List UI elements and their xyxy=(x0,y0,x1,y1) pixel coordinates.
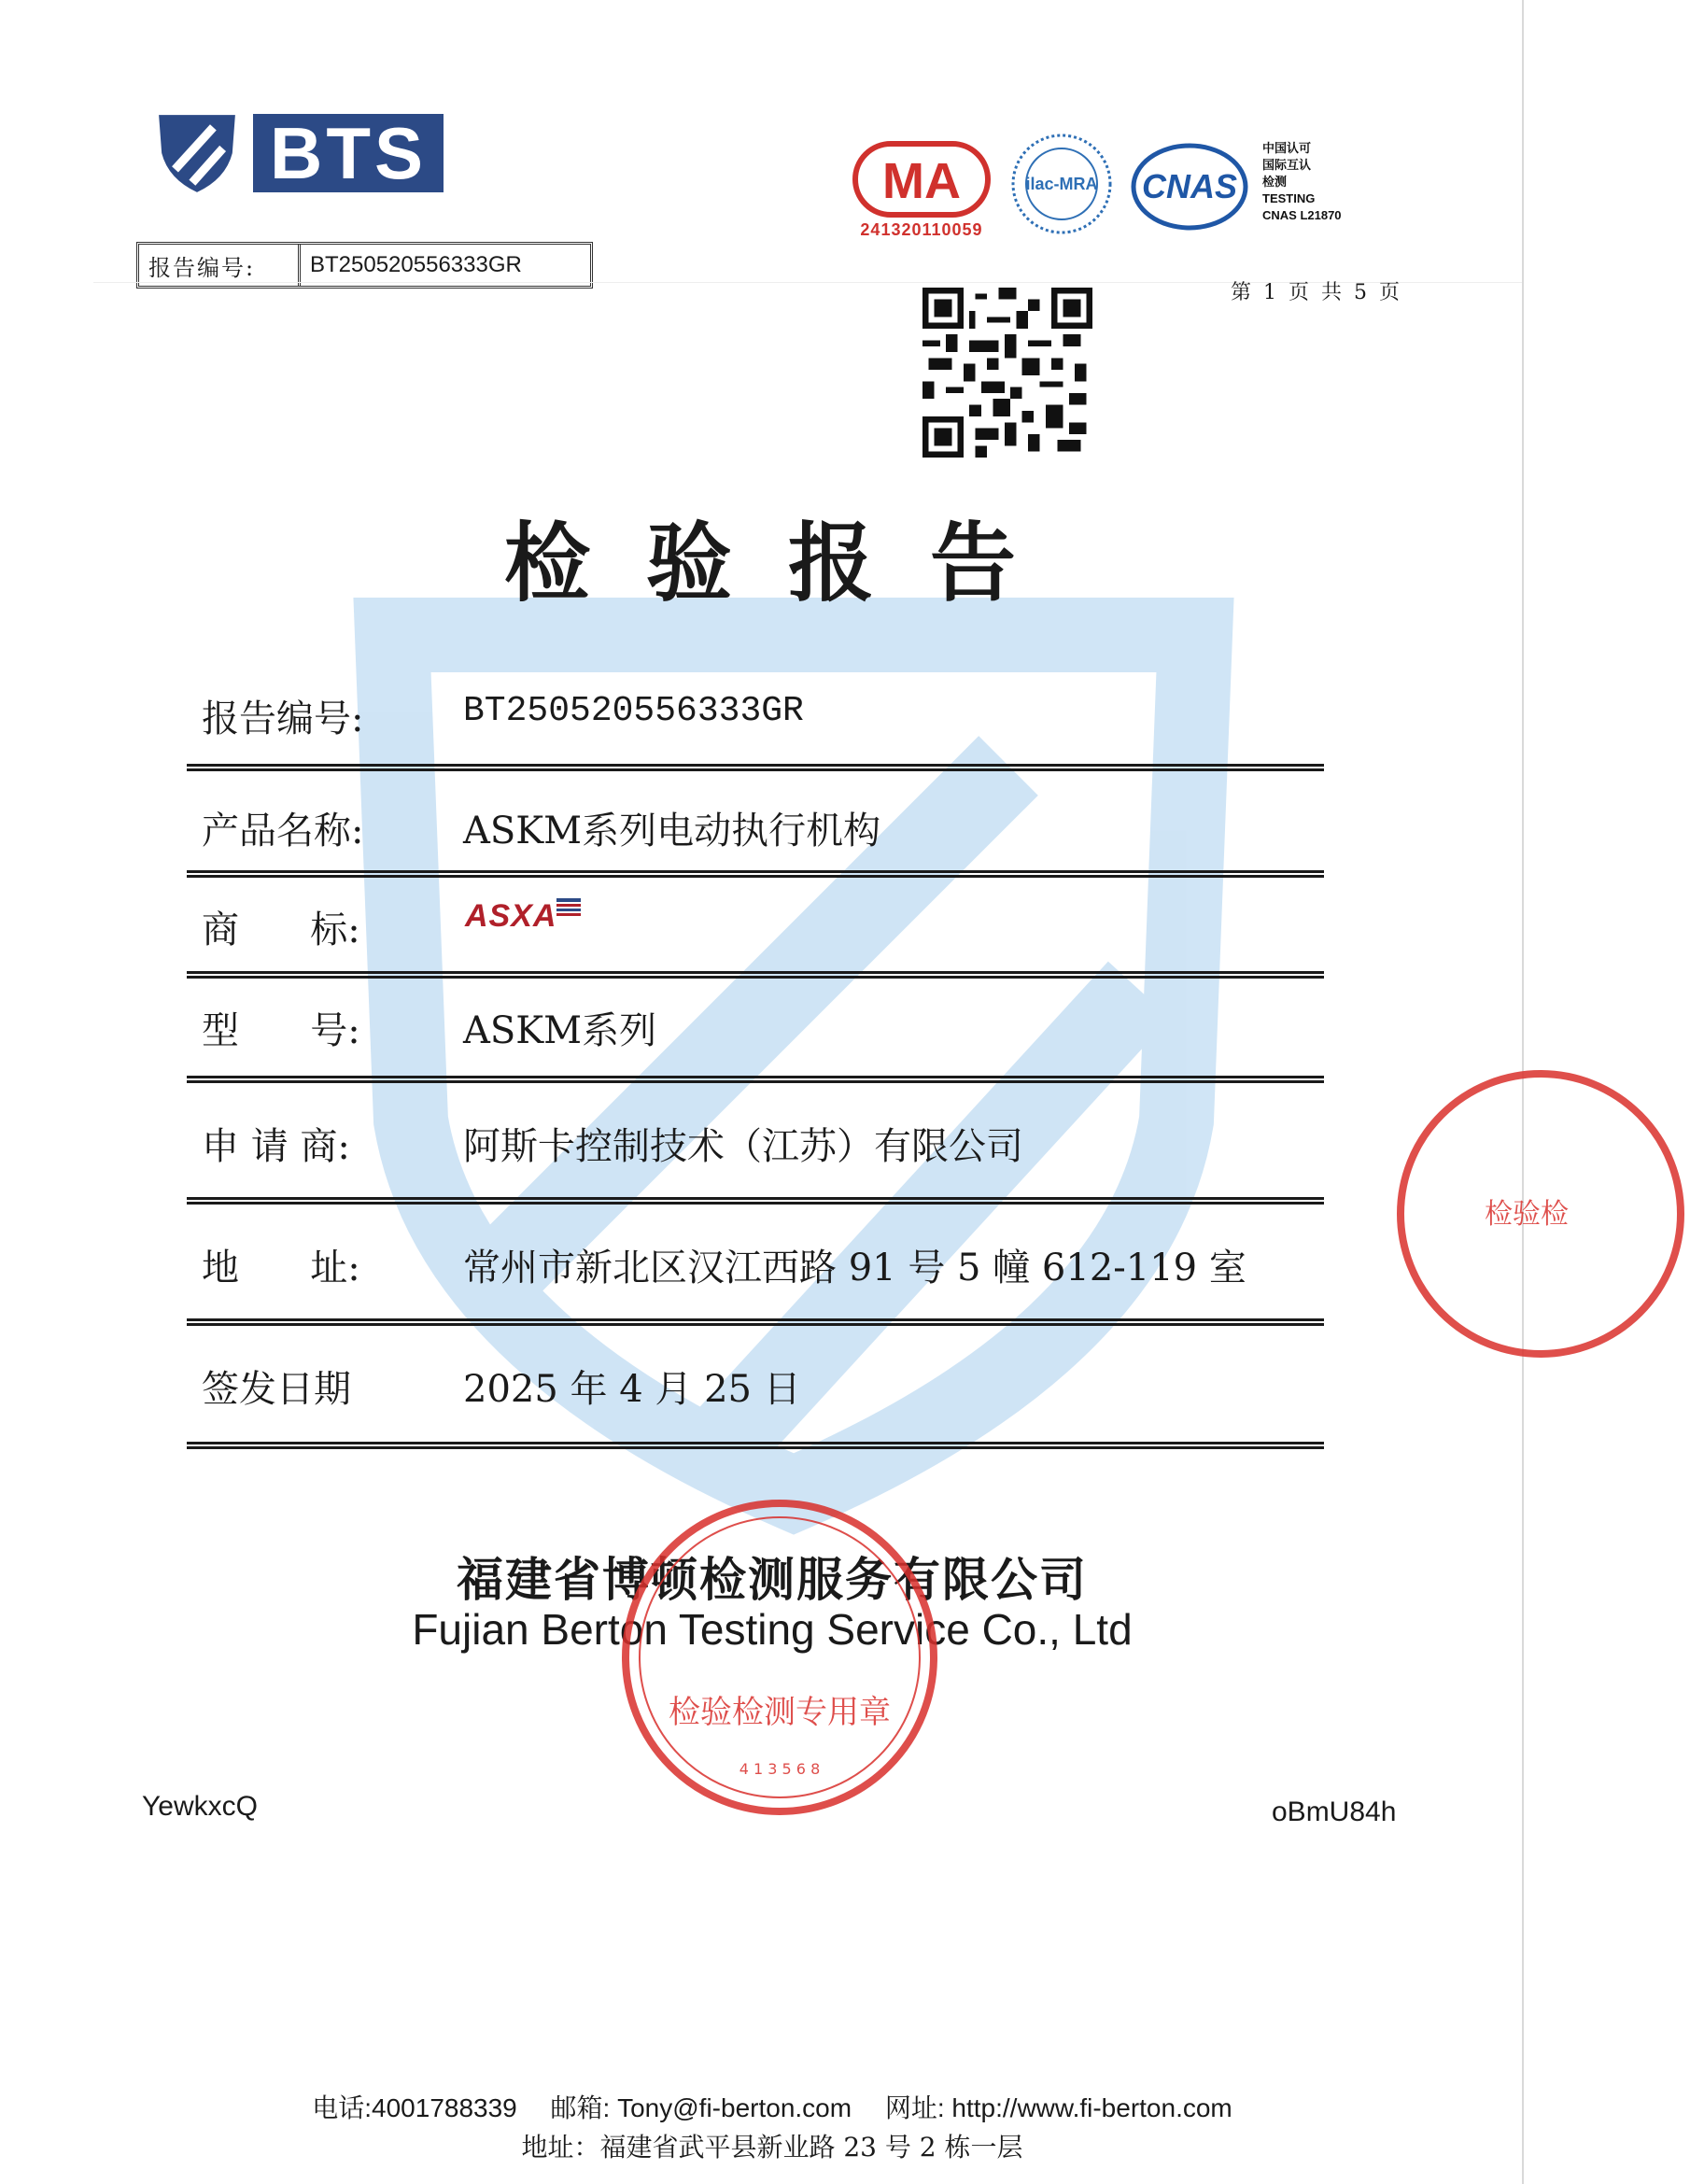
cma-code: 241320110059 xyxy=(860,220,983,239)
svg-text:检验检测专用章: 检验检测专用章 xyxy=(669,1694,891,1731)
ilac-mra-icon xyxy=(1008,131,1116,238)
cnas-line: 国际互认 xyxy=(1262,158,1312,172)
verification-code-right: oBmU84h xyxy=(1272,1797,1397,1827)
company-name-en: Fujian Berton Testing Service Co., Ltd xyxy=(412,1605,1133,1654)
cnas-line: TESTING xyxy=(1262,191,1316,205)
cnas-line: 检测 xyxy=(1262,175,1288,189)
header-report-value: BT250520556333GR xyxy=(310,252,522,277)
cma-mark-icon xyxy=(852,140,992,218)
footer-website[interactable]: 网址: http://www.fi-berton.com xyxy=(884,2093,1232,2122)
qr-code-icon xyxy=(922,288,1092,458)
trademark-text: ASXA xyxy=(465,898,557,934)
svg-text:CNAS: CNAS xyxy=(1141,167,1238,205)
cnas-accreditation-text xyxy=(1262,140,1342,224)
svg-text:ilac-MRA: ilac-MRA xyxy=(1025,175,1098,193)
footer-address: 地址：福建省武平县新业路 23 号 2 栋一层 xyxy=(521,2132,1023,2163)
field-value-address: 常州市新北区汉江西路 91 号 5 幢 612-119 室 xyxy=(463,1247,1246,1289)
trademark-logo xyxy=(465,898,581,935)
field-label-trademark: 商 标: xyxy=(202,909,360,951)
footer-email: 邮箱: Tony@fi-berton.com xyxy=(550,2093,852,2122)
cnas-line: CNAS L21870 xyxy=(1262,208,1342,222)
field-label-applicant: 申 请 商: xyxy=(202,1125,350,1168)
page-info: 第 1 页 共 5 页 xyxy=(1231,281,1402,304)
company-name-cn: 福建省博顿检测服务有限公司 xyxy=(457,1552,1088,1607)
footer-phone: 电话:4001788339 xyxy=(312,2093,517,2122)
field-value-product-name: ASKM系列电动执行机构 xyxy=(463,810,881,852)
field-value-report-no: BT250520556333GR xyxy=(463,691,804,731)
row-divider xyxy=(187,1442,1324,1449)
field-value-applicant: 阿斯卡控制技术（江苏）有限公司 xyxy=(463,1125,1023,1168)
trademark-flag-icon xyxy=(556,898,581,919)
company-seal-icon xyxy=(616,1494,943,1821)
row-divider xyxy=(187,1318,1324,1326)
page-seal-icon xyxy=(1391,1064,1690,1363)
verification-code-left: YewkxcQ xyxy=(142,1791,258,1822)
field-value-model: ASKM系列 xyxy=(463,1009,657,1052)
field-label-model: 型 号: xyxy=(202,1009,360,1052)
row-divider xyxy=(187,1197,1324,1205)
field-label-product-name: 产品名称: xyxy=(202,810,364,852)
field-value-issue-date: 2025 年 4 月 25 日 xyxy=(463,1368,801,1411)
header-report-label: 报告编号: xyxy=(139,245,301,286)
bts-logo-text: BTS xyxy=(253,114,444,192)
field-label-address: 地 址: xyxy=(202,1247,360,1289)
cnas-line: 中国认可 xyxy=(1262,141,1312,155)
cnas-mark-icon xyxy=(1130,140,1249,233)
field-label-report-no: 报告编号: xyxy=(202,697,364,740)
svg-text:MA: MA xyxy=(882,153,961,209)
svg-text:4 1 3 5 6 8: 4 1 3 5 6 8 xyxy=(739,1760,821,1778)
shield-logo-icon xyxy=(154,110,240,196)
row-divider xyxy=(187,870,1324,878)
page-title: 检验报告 xyxy=(504,513,1073,613)
field-label-issue-date: 签发日期 xyxy=(202,1368,351,1411)
svg-text:检验检: 检验检 xyxy=(1485,1198,1569,1231)
bts-logo xyxy=(154,110,444,196)
row-divider xyxy=(187,1076,1324,1083)
footer-contact xyxy=(0,2088,1544,2125)
row-divider xyxy=(187,971,1324,979)
row-divider xyxy=(187,764,1324,771)
